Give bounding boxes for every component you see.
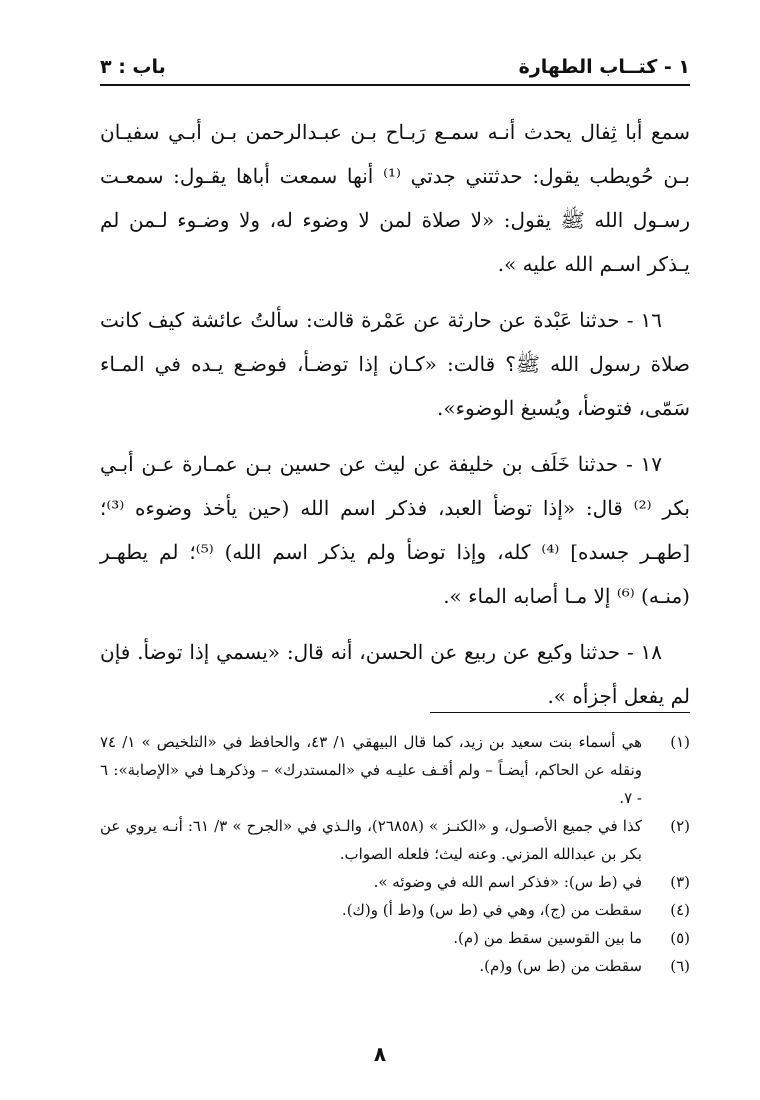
footnote-text: كذا في جميع الأصـول، و «الكنـز » (٢٦٨٥٨)، والـذي في «الجرح » ٣/ ٦١: أنـه يروي عن بكر بن عبدالله المزني. وعنه ليث؛ فلعله الصواب.	[100, 817, 642, 863]
footnote-item	[100, 728, 690, 812]
footnote-item	[100, 924, 690, 952]
footnote-text: سقطت من (ج)، وهي في (ط س) و(ط أ) و(ك).	[341, 901, 642, 919]
footnote-number: (٥)	[670, 929, 690, 947]
footnote-text: هي أسماء بنت سعيد بن زيد، كما قال البيهقي ١/ ٤٣، والحافظ في «التلخيص » ١/ ٧٤ ونقله عن الحاكم، أيضـاً – ولم أقـف عليـه في «المستدرك» – وذكرهـا في «الإصابة»: ٦ - ٧.	[100, 733, 642, 807]
paragraph: ١٧ - حدثنا خَلَف بن خليفة عن ليث عن حسين بـن عمـارة عـن أبـي بكر ⁽²⁾ قال: «إذا توضأ العبد، فذكر اسم الله (حين يأخذ وضوءه ⁽³⁾؛ [طهـر جسده] ⁽⁴⁾ كله، وإذا توضأ ولم يذكر اسم الله) ⁽⁵⁾؛ لم يطهـر (منـه) ⁽⁶⁾ إلا مـا أصابه الماء ».	[100, 452, 690, 608]
header-rule	[100, 84, 690, 86]
footnote-item	[100, 896, 690, 924]
footnote-text: سقطت من (ط س) و(م).	[479, 957, 642, 975]
footnote-number: (٦)	[670, 957, 690, 975]
paragraph: ١٨ - حدثنا وكيع عن ربيع عن الحسن، أنه قال: «يسمي إذا توضأ. فإن لم يفعل أجزأه ».	[100, 640, 690, 708]
page-number: ٨	[373, 1042, 387, 1066]
footnote-number: (٢)	[670, 817, 690, 835]
footnote-text: في (ط س): «فذكر اسم الله في وضوئه ».	[373, 873, 642, 891]
chapter-title: ١ - كتــاب الطهارة	[518, 56, 690, 78]
page-header	[100, 52, 690, 82]
footnote-text: ما بين القوسين سقط من (م).	[453, 929, 642, 947]
footnote-number: (١)	[670, 733, 690, 751]
section-title: باب : ٣	[100, 56, 166, 78]
footnote-rule	[430, 712, 690, 713]
footnote-item	[100, 868, 690, 896]
footnote-item	[100, 812, 690, 868]
footnote-number: (٣)	[670, 873, 690, 891]
paragraph: ١٦ - حدثنا عَبْدة عن حارثة عن عَمْرة قالت: سألتُ عائشة كيف كانت صلاة رسول الله ﷺ؟ قالت: «كـان إذا توضـأ، فوضـع يـده في المـاء سَمّى، فتوضأ، ويُسبغ الوضوء».	[100, 308, 690, 420]
main-text	[100, 110, 690, 728]
footnotes	[100, 728, 690, 980]
footnote-item	[100, 952, 690, 980]
footnote-number: (٤)	[670, 901, 690, 919]
paragraph: سمع أبا ثِفال يحدث أنـه سمـع رَبـاح بـن عبـدالرحمن بـن أبـي سفيـان بـن حُويطب يقول: حدثتني جدتي ⁽¹⁾ أنها سمعت أباها يقـول: سمعـت رسـول الله ﷺ يقول: «لا صلاة لمن لا وضوء له، ولا وضـوء لـمن لم يـذكر اسـم الله عليه ».	[100, 120, 690, 276]
